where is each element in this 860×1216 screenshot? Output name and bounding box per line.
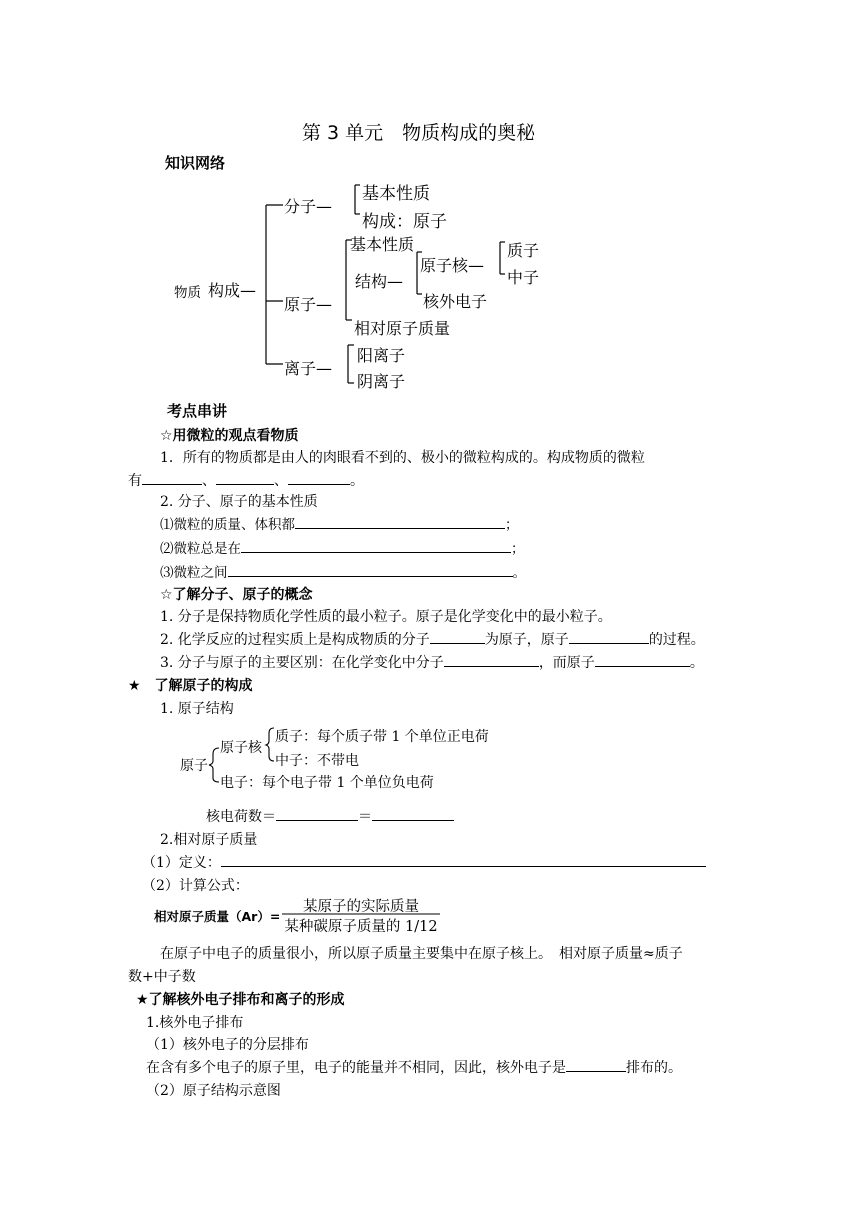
blank	[295, 515, 505, 529]
section-heading-network: 知识网络	[165, 154, 226, 172]
tree-anion: 阴离子	[357, 372, 406, 391]
struct-proton: 质子：每个质子带 1 个单位正电荷	[275, 729, 489, 745]
heading-particle-view: ☆用微粒的观点看物质	[160, 428, 299, 444]
tree-cation: 阳离子	[357, 346, 406, 365]
tree-molecule-property: 基本性质	[362, 184, 430, 204]
electron-text: 在含有多个电子的原子里，电子的能量并不相同，因此，核外电子是 排布的。	[146, 1060, 682, 1076]
blank	[595, 653, 690, 667]
blank	[288, 471, 350, 485]
blank	[216, 471, 274, 485]
subheading-electron: 1.核外电子排布	[146, 1015, 244, 1031]
blank	[221, 853, 706, 867]
formula-numerator: 某原子的实际质量	[303, 899, 419, 915]
tree-neutron: 中子	[507, 268, 540, 287]
blank	[569, 630, 649, 644]
blank	[228, 563, 513, 577]
formula-denominator: 某种碳原子质量的 1/12	[284, 919, 438, 935]
blank	[430, 630, 485, 644]
tree-ion: 离子—	[284, 359, 333, 378]
brace-nucleus	[266, 728, 274, 761]
tree-nucleus: 原子核—	[420, 256, 485, 275]
concept-2: 2. 化学反应的过程实质上是构成物质的分子 为原子，原子 的过程。	[160, 632, 705, 648]
paragraph-1a: 1．所有的物质都是由人的肉眼看不到的、极小的微粒构成的。构成物质的微粒	[160, 450, 645, 466]
note-line-2: 数+中子数	[128, 969, 196, 985]
concept-3: 3. 分子与原子的主要区别：在化学变化中分子 ，而原子 。	[160, 655, 704, 671]
nuclear-charge: 核电荷数＝ ＝	[206, 806, 454, 826]
struct-electron: 电子：每个电子带 1 个单位负电荷	[220, 775, 434, 791]
tree-root: 物质	[174, 285, 201, 301]
tree-electron: 核外电子	[423, 292, 488, 311]
tree-atom-structure: 结构—	[355, 272, 404, 291]
paragraph-2: 2. 分子、原子的基本性质	[160, 494, 318, 510]
tree-molecule-composition: 构成：原子	[362, 212, 447, 232]
page-title: 第 3 单元 物质构成的奥秘	[302, 122, 536, 144]
subheading-relative-mass: 2.相对原子质量	[160, 832, 258, 848]
blank	[566, 1058, 626, 1072]
struct-neutron: 中子：不带电	[275, 753, 359, 769]
struct-atom: 原子	[180, 758, 208, 774]
tree-relative-mass: 相对原子质量	[354, 319, 451, 338]
subheading-atom-structure: 1. 原子结构	[160, 701, 234, 717]
definition: （1）定义：	[142, 852, 706, 872]
formula-heading: （2）计算公式：	[142, 878, 249, 894]
blank	[142, 471, 202, 485]
property-1: ⑴微粒的质量、体积都 ；	[160, 517, 519, 533]
struct-nucleus: 原子核	[220, 740, 262, 756]
section-heading-points: 考点串讲	[167, 402, 228, 420]
heading-electron-arrangement: ★了解核外电子排布和离子的形成	[136, 992, 345, 1008]
tree-root-relation: 构成—	[208, 281, 257, 300]
brace-atom	[209, 748, 219, 782]
tree-atom-property: 基本性质	[350, 235, 415, 254]
formula-left: 相对原子质量（Ar）=	[154, 909, 281, 924]
item-diagram: （2）原子结构示意图	[146, 1083, 281, 1099]
heading-atom-structure: ★ 了解原子的构成	[128, 678, 253, 694]
property-3: ⑶微粒之间 。	[160, 565, 526, 581]
blank	[372, 807, 454, 821]
tree-atom: 原子—	[284, 295, 333, 314]
property-2: ⑵微粒总是在 ；	[160, 541, 525, 557]
concept-1: 1. 分子是保持物质化学性质的最小粒子。原子是化学变化中的最小粒子。	[160, 609, 612, 625]
tree-proton: 质子	[507, 241, 540, 260]
blank	[444, 653, 539, 667]
heading-concepts: ☆了解分子、原子的概念	[160, 587, 313, 603]
blank	[276, 807, 358, 821]
tree-molecule: 分子—	[284, 197, 333, 216]
note-line-1: 在原子中电子的质量很小，所以原子质量主要集中在原子核上。 相对原子质量≈质子	[160, 946, 683, 962]
blank	[241, 539, 511, 553]
item-layered: （1）核外电子的分层排布	[146, 1037, 309, 1053]
paragraph-1b: 有 、 、 。	[128, 473, 364, 489]
